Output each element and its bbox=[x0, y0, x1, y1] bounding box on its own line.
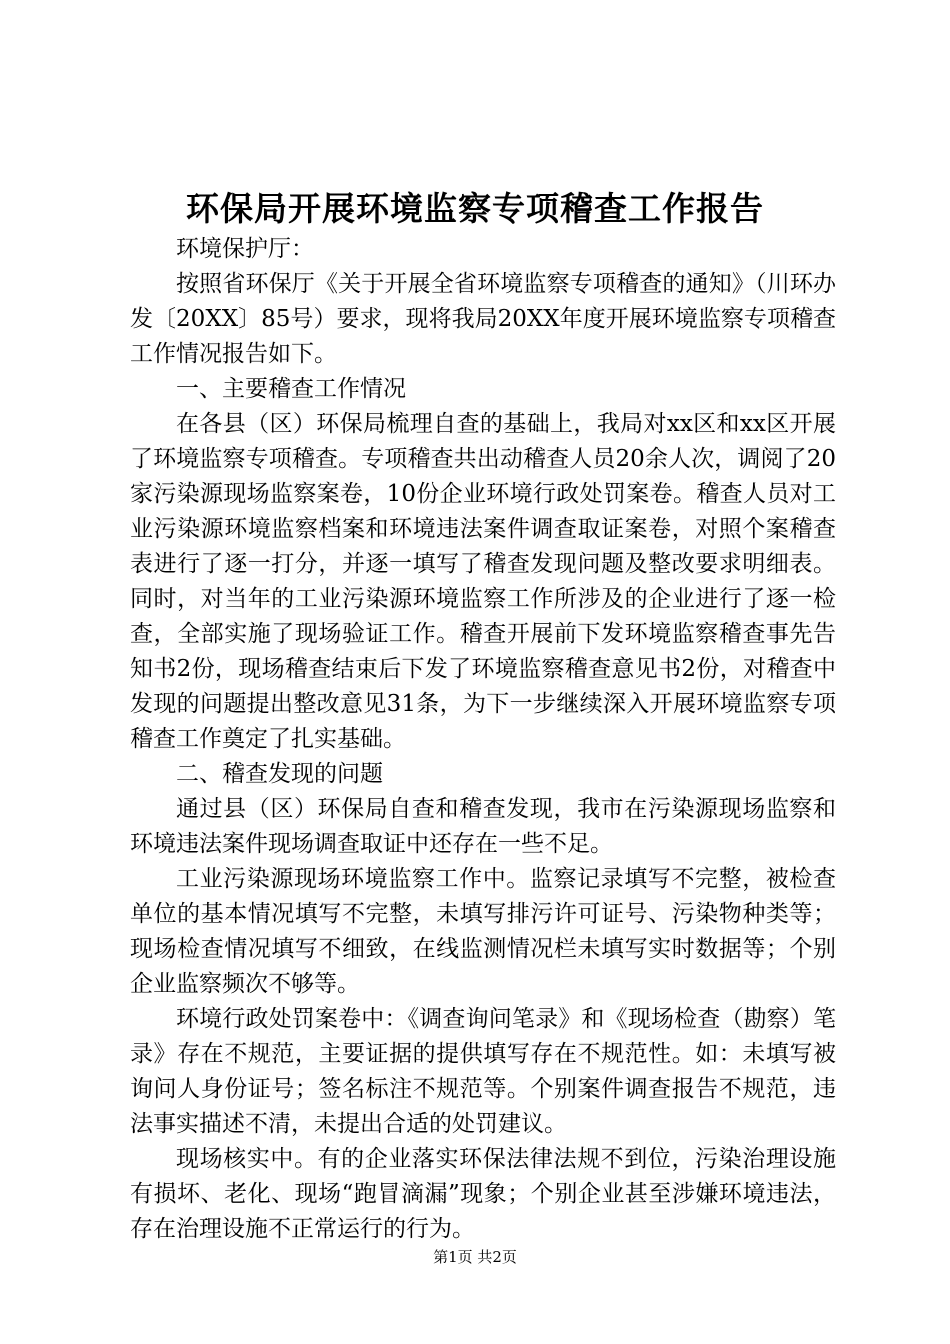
salutation: 环境保护厅： bbox=[176, 236, 314, 262]
intro-paragraph: 按照省环保厅《关于开展全省环境监察专项稽查的通知》（川环办发〔20XX〕85号）要求，现将我局20XX年度开展环境监察专项稽查工作情况报告如下。 bbox=[130, 271, 836, 367]
page-number-footer: 第1页 共2页 bbox=[433, 1248, 517, 1266]
section-heading-2: 二、稽查发现的问题 bbox=[176, 761, 383, 787]
document-title: 环保局开展环境监察专项稽查工作报告 bbox=[186, 189, 764, 228]
section-2-paragraph-4: 现场核实中。有的企业落实环保法律法规不到位，污染治理设施有损坏、老化、现场“跑冒滴漏”现象；个别企业甚至涉嫌环境违法，存在治理设施不正常运行的行为。 bbox=[130, 1146, 836, 1242]
section-2-paragraph-2: 工业污染源现场环境监察工作中。监察记录填写不完整，被检查单位的基本情况填写不完整，未填写排污许可证号、污染物种类等；现场检查情况填写不细致，在线监测情况栏未填写实时数据等；个别企业监察频次不够等。 bbox=[130, 866, 836, 997]
document-body bbox=[130, 232, 836, 1247]
section-2-paragraph-3: 环境行政处罚案卷中：《调查询问笔录》和《现场检查（勘察）笔录》存在不规范，主要证据的提供填写存在不规范性。如：未填写被询问人身份证号；签名标注不规范等。个别案件调查报告不规范，违法事实描述不清，未提出合适的处罚建议。 bbox=[130, 1006, 836, 1137]
section-heading-1: 一、主要稽查工作情况 bbox=[176, 376, 406, 402]
section-2-paragraph-1: 通过县（区）环保局自查和稽查发现，我市在污染源现场监察和环境违法案件现场调查取证中还存在一些不足。 bbox=[130, 796, 836, 857]
section-1-paragraph: 在各县（区）环保局梳理自查的基础上，我局对xx区和xx区开展了环境监察专项稽查。专项稽查共出动稽查人员20余人次，调阅了20家污染源现场监察案卷，10份企业环境行政处罚案卷。稽查人员对工业污染源环境监察档案和环境违法案件调查取证案卷，对照个案稽查表进行了逐一打分，并逐一填写了稽查发现问题及整改要求明细表。同时，对当年的工业污染源环境监察工作所涉及的企业进行了逐一检查，全部实施了现场验证工作。稽查开展前下发环境监察稽查事先告知书2份，现场稽查结束后下发了环境监察稽查意见书2份，对稽查中发现的问题提出整改意见31条，为下一步继续深入开展环境监察专项稽查工作奠定了扎实基础。 bbox=[130, 411, 836, 752]
